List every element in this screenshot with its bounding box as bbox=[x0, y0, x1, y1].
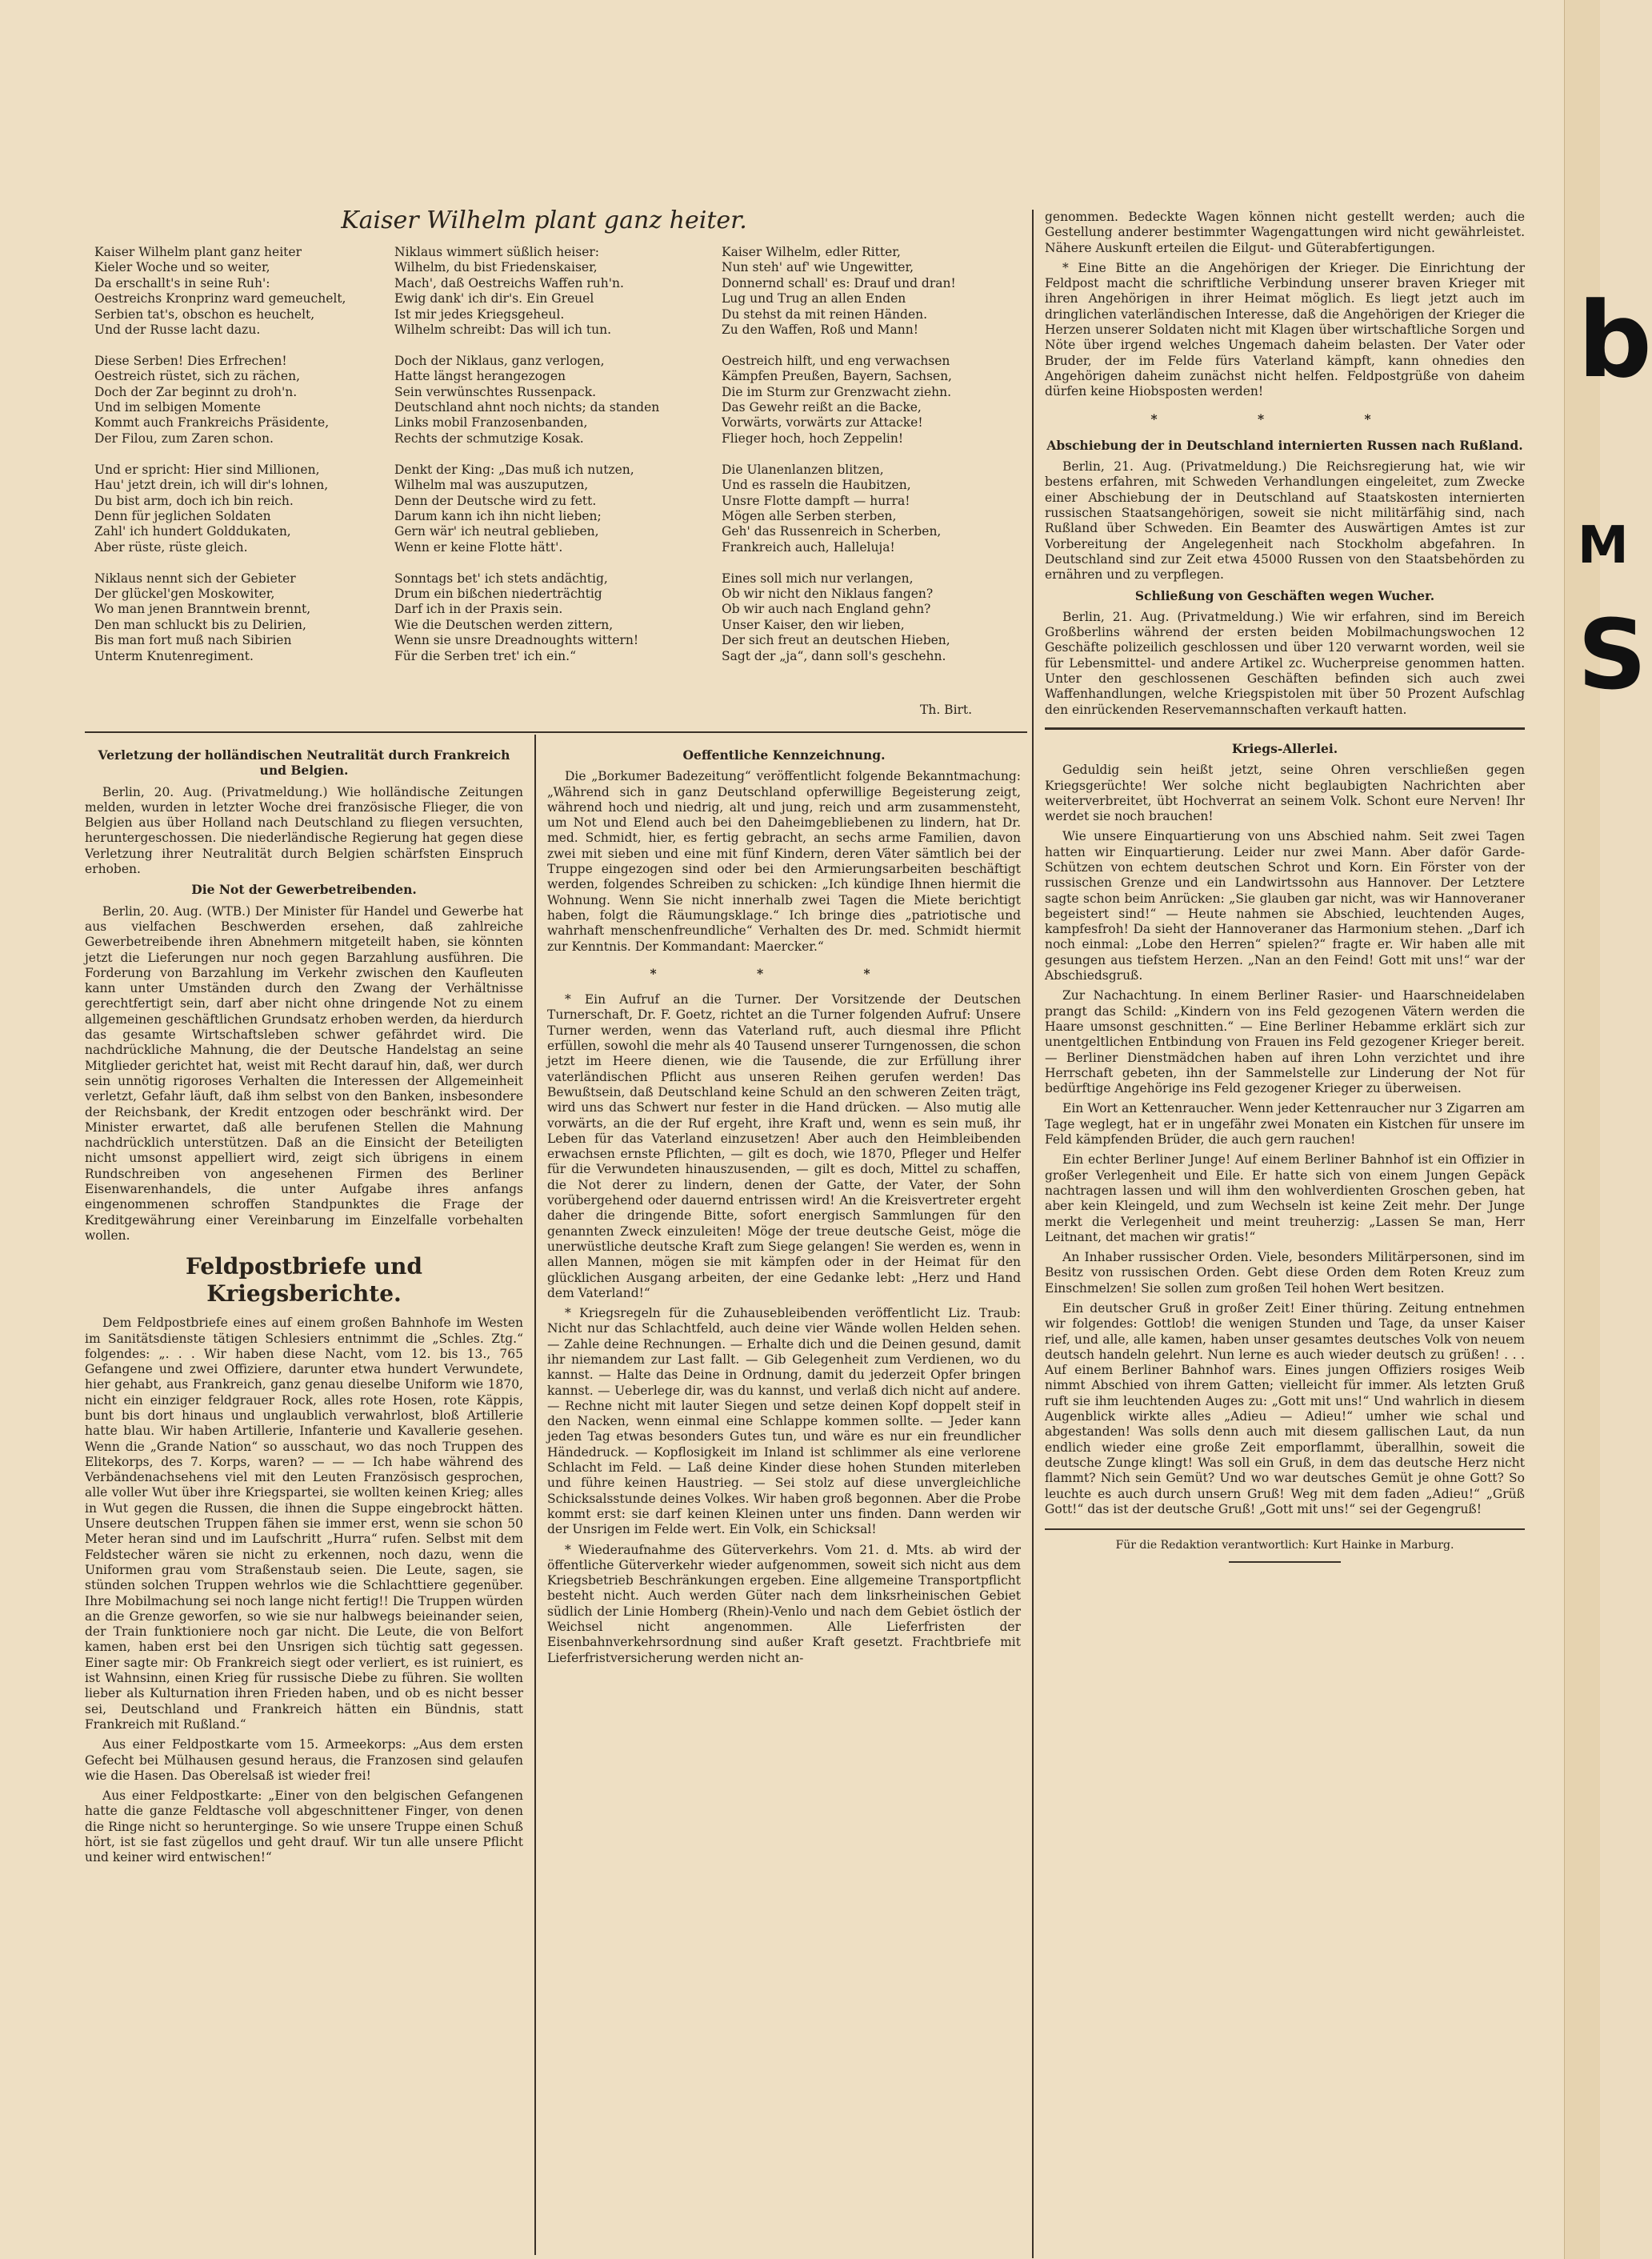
article-heading: Verletzung der holländischen Neutralität durch Frankreich und Belgien. bbox=[98, 747, 510, 779]
article-text: Berlin, 20. Aug. (WTB.) Der Minister für Handel und Gewerbe hat aus vielfachen Beschwerden ersehen, daß zahlreiche Gewerbetreibende ihren Abnehmern mitgeteilt haben, sie könnten jetzt die Lieferungen nur noch gegen Barzahlung ausführen. Die Forderung von Barzahlung im Verkehr zwischen den Kaufleuten kann unter Umständen durch den Zwang der Verhältnisse gerechtfertigt sein, darf aber nicht ohne dringende Not zu einem allgemeinen geschäftlichen Grundsatz erhoben werden, da hierdurch das gesamte Wirtschaftsleben schwer gefährdet wird. Die nachdrückliche Mahnung, die der Deutsche Handelstag an seine Mitglieder gerichtet hat, weist mit Recht darauf hin, daß, wer durch sein unnötig rigoroses Verhalten die Interessen der Allgemeinheit verletzt, Gefahr läuft, daß ihm selbst von den Banken, insbesondere der Reichsbank, der Kredit entzogen oder beschränkt wird. Der Minister erwartet, daß alle berufenen Stellen die Mahnung nachdrücklich unterstützen. Daß an die Einsicht der Beteiligten nicht umsonst appelliert wird, zeigt sich übrigens in einem Rundschreiben von angesehenen Firmen des Berliner Eisenwarenhandels, die unter Aufgabe ihres anfangs eingenommenen schroffen Standpunktes die Frage der Kreditgewährung einer Vereinbarung im Einzelfalle vorbehalten wollen. bbox=[85, 903, 523, 1243]
column-3 bbox=[1045, 210, 1525, 1563]
adjacent-page-edge bbox=[1564, 0, 1652, 2259]
spine-letter: M bbox=[1578, 516, 1629, 575]
spine-letter: b bbox=[1578, 279, 1652, 401]
column-rule-left bbox=[534, 735, 536, 2255]
article-text: Geduldig sein heißt jetzt, seine Ohren verschließen gegen Kriegsgerüchte! Wer solche nicht beglaubigten Nachrichten aber weiterverbreitet, übt Hochverrat an seinem Volk. Schont eure Nerven! Ihr werdet sie noch brauchen! bbox=[1045, 763, 1525, 824]
section-heading: Feldpostbriefe und Kriegsberichte. bbox=[185, 1253, 422, 1308]
article-text: Berlin, 20. Aug. (Privatmeldung.) Wie holländische Zeitungen melden, wurden in letzter Woche drei französische Flieger, die von Belgien aus über Holland nach Deutschland zu fliegen versuchten, heruntergeschossen. Die niederländische Regierung hat gegen diese Verletzung ihrer Neutralität durch Belgien schärfsten Einspruch erhoben. bbox=[85, 784, 523, 877]
article-text: Ein Wort an Kettenraucher. Wenn jeder Kettenraucher nur 3 Zigarren am Tage weglegt, hat er in ungefähr zwei Monaten ein Kistchen für unsere im Feld kämpfenden Brüder, die auch gern rauchen! bbox=[1045, 1101, 1525, 1148]
poem-column-1: Kaiser Wilhelm plant ganz heiter Kieler Woche und so weiter, Da erschallt's in seine Ruh': Oestreichs Kronprinz ward gemeuchelt, Serbien tat's, obschon es heuchelt, Und der Russe lacht dazu. Diese Serben! Dies Erfrechen! Oestreich rüstet, sich zu rächen, Doch der Zar beginnt zu droh'n. Und im selbigen Momente Kommt auch Frankreichs Präsidente, Der Filou, zum Zaren schon. Und er spricht: Hier sind Millionen, Hau' jetzt drein, ich will dir's lohnen, Du bist arm, doch ich bin reich. Denn für jeglichen Soldaten Zahl' ich hundert Golddukaten, Aber rüste, rüste gleich. Niklaus nennt sich der Gebieter Der glückel'gen Moskowiter, Wo man jenen Branntwein brennt, Den man schluckt bis zu Delirien, Bis man fort muß nach Sibirien Unterm Knutenregiment. bbox=[94, 245, 346, 663]
article-heading: Kriegs-Allerlei. bbox=[1231, 740, 1338, 756]
article-text: genommen. Bedeckte Wagen können nicht gestellt werden; auch die Gestellung anderer bestimmter Wagengattungen wird nicht gewährleistet. Nähere Auskunft erteilen die Eilgut- und Güterabfertigungen. bbox=[1045, 210, 1525, 255]
article-text: Wie unsere Einquartierung von uns Abschied nahm. Seit zwei Tagen hatten wir Einquartierung. Leider nur zwei Mann. Aber daför Garde-Schützen von echtem deutschen Schrot und Korn. Ein Förster von der russischen Grenze und ein Landwirtssohn aus Hannover. Der Letztere sagte schon beim Anrücken: „Sie glauben gar nicht, was wir Hannoveraner begeistert sind!“ — Heute nahmen sie Abschied, leuchtenden Auges, kampfesfroh! Da sieht der Hannoveraner das Harmonium stehen. „Darf ich noch einmal: „Lobe den Herren“ spielen?“ fragte er. Wir haben alle mit gesungen aus tiefstem Herzen. „Nan an den Feind! Gott mit uns!“ war der Abschiedsgruß. bbox=[1045, 829, 1525, 983]
article-heading: Die Not der Gewerbetreibenden. bbox=[191, 882, 417, 898]
poem-author: Th. Birt. bbox=[920, 703, 973, 717]
article-text: Dem Feldpostbriefe eines auf einem großen Bahnhofe im Westen im Sanitätsdienste tätigen Schlesiers entnimmt die „Schles. Ztg.“ folgendes: „. . . Wir haben diese Nacht, vom 12. bis 13., 765 Gefangene und zwei Offiziere, darunter etwa hundert Verwundete, hier gehabt, aus Frankreich, ganz genau dieselbe Uniform wie 1870, nicht ein einziger feldgrauer Rock, alles rote Hosen, rote Käppis, bunt bis dort hinaus und unglaublich verwahrlost, bloß Artillerie hatte blau. Wir haben Artillerie, Infanterie und Kavallerie gesehen. Wenn die „Grande Nation“ so ausschaut, wo das noch Truppen des Elitekorps, des 7. Korps, waren? — — — Ich habe während des Verbändenachsehens viel mit den Leuten Französisch gesprochen, alle voller Wut über ihre Kriegspartei, sie wollten keinen Krieg; alles in Wut gegen die Russen, die ihnen die Suppe eingebrockt hätten. Unsere deutschen Truppen fähen sie immer erst, wenn sie schon 50 Meter heran sind und im Laufschritt „Hurra“ rufen. Selbst mit dem Feldstecher wären sie nicht zu erkennen, noch dazu, wenn die Uniformen grau vom Straßenstaub seien. Die Leute, sagen, sie stünden solchen Truppen wehrlos wie die Schlachttiere gegenüber. Ihre Mobilmachung sei noch lange nicht fertig!! Die Truppen würden an die Grenze geworfen, so wie sie nur halbwegs beieinander seien, der Train funktioniere noch gar nicht. Die Leute, die von Belfort kamen, haben erst bei den Unsrigen sich tüchtig satt gegessen. Einer sagte mir: Ob Frankreich siegt oder verliert, es ist ruiniert, es ist Wahnsinn, einen Krieg für russische Diebe zu führen. Sie wollten lieber als Kulturnation ihren Frieden haben, und ob es nicht besser sei, Deutschland und Frankreich hätten ein Bündnis, statt Frankreich mit Rußland.“ bbox=[85, 1316, 523, 1732]
article-text: Berlin, 21. Aug. (Privatmeldung.) Die Reichsregierung hat, wie wir bestens erfahren, mit Schweden Verhandlungen eingeleitet, zum Zwecke einer Abschiebung der in Deutschland auf Staatskosten internierten russischen Staatsangehörigen, soweit sie nicht militärfähig sind, nach Rußland über Schweden. Ein Beamter des Auswärtigen Amtes ist zur Vorbereitung der Angelegenheit nach Stockholm abgefahren. In Deutschland sind zur Zeit etwa 45000 Russen von den Staatsbehörden zu ernähren und zu verpflegen. bbox=[1045, 459, 1525, 583]
article-text: * Eine Bitte an die Angehörigen der Krieger. Die Einrichtung der Feldpost macht die schriftliche Verbindung unserer braven Krieger mit ihren Angehörigen in ihrer Heimat möglich. Es liegt jetzt auch im dringlichen vaterländischen Interesse, daß die Angehörigen der Krieger die Herzen unserer Soldaten nicht mit Klagen über wirtschaftliche Sorgen und Nöte über irgend welches Ungemach daheim belasten. Der Vater oder Bruder, der im Felde fürs Vaterland kämpft, kann ohnedies den Angehörigen daheim zunächst nicht helfen. Feldpostgrüße von daheim dürfen keine Hiobsposten werden! bbox=[1045, 260, 1525, 399]
article-heading: Oeffentliche Kennzeichnung. bbox=[682, 747, 886, 763]
poem-column-2: Niklaus wimmert süßlich heiser: Wilhelm, du bist Friedenskaiser, Mach', daß Oestreichs Waffen ruh'n. Ewig dank' ich dir's. Ein Greuel Ist mir jedes Kriegsgeheul. Wilhelm schreibt: Das will ich tun. Doch der Niklaus, ganz verlogen, Hatte längst herangezogen Sein verwünschtes Russenpack. Deutschland ahnt noch nichts; da standen Links mobil Franzosenbanden, Rechts der schmutzige Kosak. Denkt der King: „Das muß ich nutzen, Wilhelm mal was auszuputzen, Denn der Deutsche wird zu fett. Darum kann ich ihn nicht lieben; Gern wär' ich neutral geblieben, Wenn er keine Flotte hätt'. Sonntags bet' ich stets andächtig, Drum ein bißchen niederträchtig Darf ich in der Praxis sein. Wie die Deutschen werden zittern, Wenn sie unsre Dreadnoughts wittern! Für die Serben tret' ich ein.“ bbox=[394, 245, 660, 663]
separator-stars: * * * bbox=[650, 965, 918, 981]
article-text: An Inhaber russischer Orden. Viele, besonders Militärpersonen, sind im Besitz von russischen Orden. Gebt diese Orden dem Roten Kreuz zum Einschmelzen! Sie sollen zum großen Teil hohen Wert besitzen. bbox=[1045, 1250, 1525, 1296]
column-2 bbox=[547, 743, 1021, 1671]
separator-stars: * * * bbox=[1150, 411, 1419, 427]
poem-column-3: Kaiser Wilhelm, edler Ritter, Nun steh' auf' wie Ungewitter, Donnernd schall' es: Drauf und dran! Lug und Trug an allen Enden Du stehst da mit reinen Händen. Zu den Waffen, Roß und Mann! Oestreich hilft, und eng verwachsen Kämpfen Preußen, Bayern, Sachsen, Die im Sturm zur Grenzwacht ziehn. Das Gewehr reißt an die Backe, Vorwärts, vorwärts zur Attacke! Flieger hoch, hoch Zeppelin! Die Ulanenlanzen blitzen, Und es rasseln die Haubitzen, Unsre Flotte dampft — hurra! Mögen alle Serben sterben, Geh' das Russenreich in Scherben, Frankreich auch, Halleluja! Eines soll mich nur verlangen, Ob wir nicht den Niklaus fangen? Ob wir auch nach England gehn? Unser Kaiser, den wir lieben, Der sich freut an deutschen Hieben, Sagt der „ja“, dann soll's geschehn. bbox=[722, 245, 956, 663]
short-rule bbox=[1229, 1561, 1341, 1563]
article-text: * Wiederaufnahme des Güterverkehrs. Vom 21. d. Mts. ab wird der öffentliche Güterverkehr wieder aufgenommen, soweit sich nicht aus dem Kriegsbetrieb Beschränkungen ergeben. Eine allgemeine Transportpflicht besteht nicht. Auch werden Güter nach dem linksrheinischen Gebiet südlich der Linie Homberg (Rhein)-Venlo und nach dem Gebiet östlich der Weichsel nicht angenommen. Alle Lieferfristen der Eisenbahnverkehrsordnung sind außer Kraft gesetzt. Frachtbriefe mit Lieferfristversicherung werden nicht an- bbox=[547, 1542, 1021, 1665]
column-1 bbox=[85, 743, 523, 1871]
poem-title: Kaiser Wilhelm plant ganz heiter. bbox=[341, 206, 747, 234]
article-text: Zur Nachachtung. In einem Berliner Rasier- und Haarschneidelaben prangt das Schild: „Kindern von ins Feld gezogenen Vätern werden die Haare umsonst geschnitten.“ — Eine Berliner Hebamme erklärt sich zur unentgeltlichen Entbindung von Frauen ins Feld gezogener Krieger bereit. — Berliner Dienstmädchen haben auf ihren Lohn verzichtet und ihre Herrschaft gebeten, ihn der Sammelstelle zur Linderung der Not für bedürftige Angehörige ins Feld gezogener Krieger zu überweisen. bbox=[1045, 988, 1525, 1096]
horizontal-rule bbox=[85, 731, 1027, 733]
article-text: Berlin, 21. Aug. (Privatmeldung.) Wie wir erfahren, sind im Bereich Großberlins während der ersten beiden Mobilmachungswochen 12 Geschäfte polizeilich geschlossen und über 120 verwarnt worden, weil sie für Lebensmittel- und andere Artikel zc. Wucherpreise genommen hatten. Unter den geschlossenen Geschäften befinden sich auch zwei Waffenhandlungen, welche Kriegspistolen mit über 50 Prozent Aufschlag den einrückenden Reservemannschaften verkauft hatten. bbox=[1045, 609, 1525, 717]
article-text: Ein echter Berliner Junge! Auf einem Berliner Bahnhof ist ein Offizier in großer Verlegenheit und Eile. Er hatte sich von einem Jungen Gepäck nachtragen lassen und will ihm den wohlverdienten Groschen geben, hat aber kein Kleingeld, und zum Wechseln ist keine Zeit mehr. Der Junge merkt die Verlegenheit und meint treuherzig: „Lassen Se man, Herr Leitnant, det machen wir gratis!“ bbox=[1045, 1152, 1525, 1244]
article-text: Aus einer Feldpostkarte: „Einer von den belgischen Gefangenen hatte die ganze Feldtasche voll abgeschnittener Finger, von denen die Ringe nicht so herunterginge. So wie unsere Truppe einen Schuß hört, ist sie fast zügellos und geht drauf. Wir tun alle unsere Pflicht und keiner wird entwischen!“ bbox=[85, 1788, 523, 1865]
horizontal-rule bbox=[1045, 1528, 1525, 1530]
article-text: * Ein Aufruf an die Turner. Der Vorsitzende der Deutschen Turnerschaft, Dr. F. Goetz, richtet an die Turner folgenden Aufruf: Unsere Turner werden, wenn das Vaterland ruft, auch diesmal ihre Pflicht erfüllen, sowohl die mehr als 40 Tausend unserer Turngenossen, die schon jetzt im Heere dienen, wie die Tausende, die zur Erfüllung ihrer vaterländischen Pflicht aus unseren Reihen gerufen werden! Das Bewußtsein, daß Deutschland keine Schuld an den schweren Zeiten trägt, wird uns das Schwert nur fester in die Hand drücken. — Also mutig alle vorwärts, an die der Ruf ergeht, ihre Kraft und, wenn es sein muß, ihr Leben für das Vaterland einzusetzen! Aber auch den Heimbleibenden erwachsen ernste Pflichten, — gilt es doch, wie 1870, Pfleger und Helfer für die Verwundeten hinauszusenden, — gilt es doch, Mittel zu schaffen, die Not derer zu lindern, denen der Gatte, der Vater, der Sohn vorübergehend oder dauernd entrissen wird! An die Kreisvertreter ergeht daher die dringende Bitte, sofort energisch Sammlungen für den genannten Zweck einzuleiten! Möge der treue deutsche Geist, möge die unerwüstliche deutsche Kraft zum Siege gelangen! Sie werden es, wenn in allen Mannen, mögen sie mit kämpfen oder in der Heimat für den glücklichen Ausgang arbeiten, der eine Gedanke lebt: „Herz und Hand dem Vaterland!“ bbox=[547, 992, 1021, 1300]
article-text: Die „Borkumer Badezeitung“ veröffentlicht folgende Bekanntmachung: „Während sich in ganz Deutschland opferwillige Begeisterung zeigt, während hoch und niedrig, alt und jung, reich und arm zusammensteht, um Not und Elend auch bei den Daheimgebliebenen zu lindern, hat Dr. med. Schmidt, hier, es fertig gebracht, an sechs arme Familien, davon zwei mit sieben und eine mit fünf Kindern, deren Väter sämtlich bei der Truppe eingezogen sind oder bei den Armierungsarbeiten beschäftigt werden, folgendes Schreiben zu schicken: „Ich kündige Ihnen hiermit die Wohnung. Wenn Sie nicht innerhalb zwei Tagen die Miete berichtigt haben, folgt die Räumungsklage.“ Ich bringe dies „patriotische und wahrhaft menschenfreundliche“ Verhalten des Dr. med. Schmidt hiermit zur Kenntnis. Der Kommandant: Maercker.“ bbox=[547, 769, 1021, 954]
article-heading: Schließung von Geschäften wegen Wucher. bbox=[1134, 587, 1435, 603]
article-text: Aus einer Feldpostkarte vom 15. Armeekorps: „Aus dem ersten Gefecht bei Mülhausen gesund heraus, die Franzosen sind gelaufen wie die Hasen. Das Oberelsaß ist wieder frei! bbox=[85, 1737, 523, 1783]
article-heading: Abschiebung der in Deutschland internierten Russen nach Rußland. bbox=[1046, 437, 1523, 453]
article-text: Ein deutscher Gruß in großer Zeit! Einer thüring. Zeitung entnehmen wir folgendes: Gottlob! die wenigen Stunden und Tage, da unser Kaiser rief, und alle, alle kamen, haben unser gesamtes deutsches Volk von neuem deutsch handeln gelehrt. Nun lerne es auch wieder deutsch zu grüßen! . . . Auf einem Berliner Bahnhof wars. Eines jungen Offiziers rosiges Weib nimmt Abschied von ihrem Gatten; vielleicht für immer. Als letzten Gruß ruft sie ihm leuchtenden Auges zu: „Gott mit uns!“ Und wahrlich in diesem Augenblick wirkte alles „Adieu — Adieu!“ umher wie schal und abgestanden! Was solls denn auch mit diesem gallischen Laut, da nun endlich wieder eine große Zeit emporflammt, überallhin, soweit die deutsche Zunge klingt! Was soll ein Gruß, in dem das deutsche Herz nicht flammt? Nich sein Gemüt? Und wo war deutsches Gemüt je ohne Gott? So leuchte es auch durch unsern Gruß! Weg mit dem faden „Adieu!“ „Grüß Gott!“ das ist der deutsche Gruß! „Gott mit uns!“ sei der Gegengruß! bbox=[1045, 1301, 1525, 1516]
footer-credit: Für die Redaktion verantwortlich: Kurt Hainke in Marburg. bbox=[1115, 1539, 1454, 1552]
column-rule-right bbox=[1032, 210, 1034, 2258]
horizontal-rule bbox=[1045, 727, 1525, 730]
spine-letter: S bbox=[1578, 600, 1647, 711]
article-text: * Kriegsregeln für die Zuhausebleibenden veröffentlicht Liz. Traub: Nicht nur das Schlachtfeld, auch deine vier Wände wollen Helden sehen. — Zahle deine Rechnungen. — Erhalte dich und die Deinen gesund, damit ihr niemandem zur Last fallt. — Gib Gelegenheit zum Verdienen, wo du kannst. — Halte das Deine in Ordnung, damit du jederzeit Opfer bringen kannst. — Ueberlege dir, was du kannst, und verlaß dich nicht auf andere. — Rechne nicht mit lauter Siegen und setze deinen Kopf doppelt steif in den Nacken, wenn einmal eine Schlappe kommen sollte. — Jeder kann jeden Tag etwas besonders Gutes tun, und wäre es nur ein freundlicher Händedruck. — Kopflosigkeit im Inland ist schlimmer als eine verlorene Schlacht im Feld. — Laß deine Kinder diese hohen Stunden miterleben und führe keinen Haustrieg. — Sei stolz auf diese unvergleichliche Schicksalsstunde deines Volkes. Wir haben groß begonnen. Aber die Probe kommt erst: sie darf keinen Kleinen unter uns finden. Dann werden wir der Unsrigen im Felde wert. Ein Volk, ein Schicksal! bbox=[547, 1306, 1021, 1537]
